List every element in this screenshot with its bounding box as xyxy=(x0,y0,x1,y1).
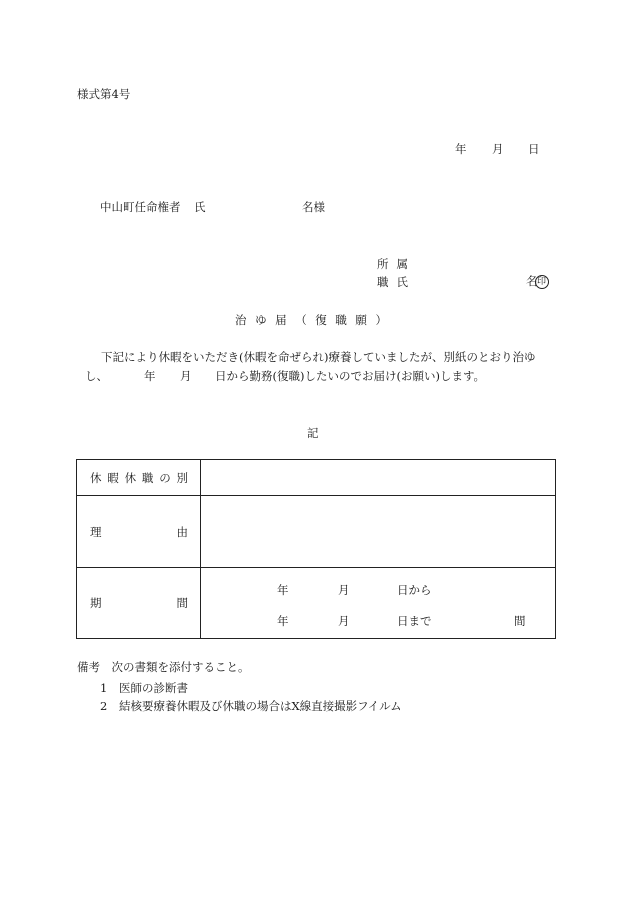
title-char: 治 xyxy=(235,313,247,327)
period-value-cell[interactable] xyxy=(201,568,556,639)
label-char: 理 xyxy=(90,524,102,539)
title-char: 願 xyxy=(355,313,367,327)
body-line-2 xyxy=(85,368,505,384)
label-char: 期 xyxy=(90,596,102,610)
remarks-item-text: 結核要療養休暇及び休職の場合はX線直接撮影フイルム xyxy=(118,699,402,713)
ki-label: 記 xyxy=(307,426,319,440)
label-char: 由 xyxy=(176,524,188,539)
remarks-item-text: 医師の診断書 xyxy=(118,681,188,695)
form-number: 様式第4号 xyxy=(77,87,131,101)
title-char: ゆ xyxy=(255,313,267,327)
label-char: 暇 xyxy=(107,470,119,485)
title-char: 届 xyxy=(275,313,287,327)
remarks-item-num: 1 xyxy=(100,681,108,695)
table-row-period xyxy=(77,568,556,639)
remarks-item-num: 2 xyxy=(100,699,108,713)
row-reason-label xyxy=(90,524,188,540)
body-month-label: 月 xyxy=(180,369,192,383)
period-from-label: 日から xyxy=(397,582,432,597)
period-kan-label: 間 xyxy=(514,613,526,628)
title-char: ） xyxy=(375,313,387,327)
type-value-cell[interactable] xyxy=(201,460,556,496)
period-year-label: 年 xyxy=(277,613,289,628)
seal-icon: 印 xyxy=(535,275,549,289)
label-char: 職 xyxy=(141,470,154,485)
reason-value-cell[interactable] xyxy=(201,496,556,568)
shokushi-char: 氏 xyxy=(396,275,408,289)
period-to-line xyxy=(201,613,555,627)
addressee-shi: 氏 xyxy=(194,200,206,214)
table-row-type xyxy=(77,460,556,496)
date-month-label: 月 xyxy=(492,142,504,156)
applicant-name-seal xyxy=(526,273,549,289)
row-period-label xyxy=(90,595,188,611)
label-cell xyxy=(77,460,201,496)
applicant-shozoku xyxy=(377,256,408,272)
period-from-line xyxy=(201,582,555,596)
period-month-label: 月 xyxy=(338,613,350,628)
document-title xyxy=(235,312,387,328)
label-char: 休 xyxy=(90,470,102,485)
label-cell xyxy=(77,496,201,568)
label-cell xyxy=(77,568,201,639)
applicant-mei: 名 xyxy=(526,274,538,288)
label-char: 間 xyxy=(176,596,188,610)
title-char: 職 xyxy=(335,313,347,327)
body-line-1: 下記により休暇をいただき(休暇を命ぜられ)療養していましたが、別紙のとおり治ゆ xyxy=(101,350,536,364)
period-year-label: 年 xyxy=(277,582,289,597)
remarks-item xyxy=(100,698,402,714)
remarks-heading: 備考 次の書類を添付すること。 xyxy=(77,660,250,674)
applicant-shokushi xyxy=(377,274,408,290)
title-char: 復 xyxy=(315,313,327,327)
table-row-reason xyxy=(77,496,556,568)
date-day-label: 日 xyxy=(528,142,540,156)
form-table xyxy=(76,459,556,639)
addressee-prefix: 中山町任命権者 xyxy=(100,200,181,214)
shokushi-char: 職 xyxy=(377,275,389,289)
period-to-label: 日まで xyxy=(397,613,432,628)
date-year-label: 年 xyxy=(455,142,467,156)
row-type-label xyxy=(90,470,188,486)
title-char: （ xyxy=(295,313,307,327)
label-char: 休 xyxy=(124,470,137,485)
body-line-2-start: し、 xyxy=(85,369,108,383)
shozoku-char: 所 xyxy=(377,257,389,271)
body-year-label: 年 xyxy=(144,369,156,383)
body-line-2-end: 日から勤務(復職)したいのでお届け(お願い)します。 xyxy=(215,369,486,383)
period-month-label: 月 xyxy=(338,582,350,597)
addressee-name-suffix: 名様 xyxy=(302,200,325,214)
label-char: の xyxy=(159,470,171,485)
label-char: 別 xyxy=(176,470,188,485)
remarks-item xyxy=(100,680,188,696)
shozoku-char: 属 xyxy=(396,257,408,271)
